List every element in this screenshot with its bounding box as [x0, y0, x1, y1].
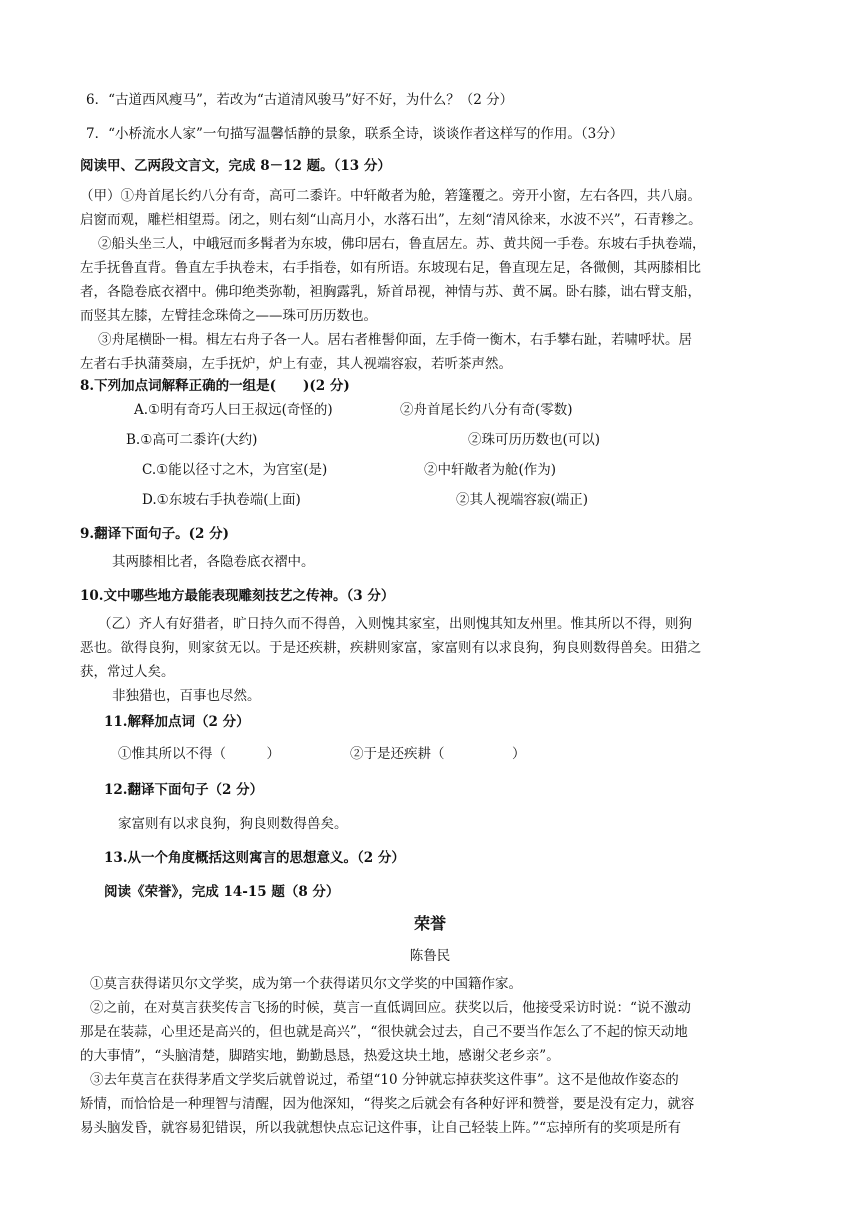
article-author: 陈鲁民: [409, 948, 451, 964]
passage-line: 恶也。欲得良狗，则家贫无以。于是还疾耕，疾耕则家富，家富则有以求良狗，狗良则数得兽矣。田猎之: [80, 640, 701, 656]
passage-line: （乙）齐人有好猎者，旷日持久而不得兽，入则愧其家室，出则愧其知友州里。惟其所以不得，则狗: [98, 616, 692, 632]
option-d-1: D.①东坡右手执卷端(上面): [142, 492, 301, 508]
option-a-2: ②舟首尾长约八分有奇(零数): [400, 402, 573, 418]
option-c-1: C.①能以径寸之木，为宫室(是): [142, 462, 328, 478]
passage-line: 获，常过人矣。: [80, 664, 175, 680]
reading-header-article: 阅读《荣誉》，完成 14-15 题（8 分）: [104, 884, 340, 900]
passage-line: 启窗而观，雕栏相望焉。闭之，则右刻“山高月小，水落石出”，左刻“清风徐来，水波不兴”，石青糁之。: [80, 212, 702, 228]
question-9-sentence: 其两膝相比者，各隐卷底衣褶中。: [112, 554, 315, 570]
article-title: 荣誉: [413, 914, 446, 933]
question-12-stem: 12.翻译下面句子（2 分）: [104, 782, 264, 798]
question-12-sentence: 家富则有以求良狗，狗良则数得兽矣。: [118, 816, 348, 832]
option-d-2: ②其人视端容寂(端正): [456, 492, 589, 508]
passage-line: 而竖其左膝，左臂挂念珠倚之——珠可历历数也。: [80, 308, 377, 324]
article-line: ③去年莫言在获得茅盾文学奖后就曾说过，希望“10 分钟就忘掉获奖这件事”。这不是他故作姿态的: [90, 1072, 679, 1088]
question-13: 13.从一个角度概括这则寓言的思想意义。（2 分）: [104, 850, 405, 866]
question-10: 10.文中哪些地方最能表现雕刻技艺之传神。（3 分）: [80, 588, 395, 604]
article-line: ②之前，在对莫言获奖传言飞扬的时候，莫言一直低调回应。获奖以后，他接受采访时说：“说不激动: [90, 1000, 691, 1016]
question-7: 7．“小桥流水人家”一句描写温馨恬静的景象，联系全诗，谈谈作者这样写的作用。（3分）: [86, 126, 624, 142]
option-a-1: A.①明有奇巧人曰王叔远(奇怪的): [134, 402, 333, 418]
passage-line: 者，各隐卷底衣褶中。佛印绝类弥勒，袒胸露乳，矫首昂视，神情与苏、黄不属。卧右膝，诎右臂支船，: [80, 284, 701, 300]
article-line: 易头脑发昏，就容易犯错误，所以我就想快点忘记这件事，让自己轻装上阵。”“忘掉所有的奖项是所有: [80, 1120, 682, 1136]
passage-line: ③舟尾横卧一楫。楫左右舟子各一人。居右者椎髻仰面，左手倚一衡木，右手攀右趾，若啸呼状。居: [98, 332, 692, 348]
option-c-2: ②中轩敞者为舱(作为): [424, 462, 557, 478]
reading-header-classical: 阅读甲、乙两段文言文，完成 8－12 题。（13 分）: [80, 158, 391, 174]
passage-line: ②船头坐三人，中峨冠而多髯者为东坡，佛印居右，鲁直居左。苏、黄共阅一手卷。东坡右手执卷端，: [98, 236, 706, 252]
passage-line: 左手抚鲁直背。鲁直左手执卷末，右手指卷，如有所语。东坡现右足，鲁直现左足，各微侧，其两膝相比: [80, 260, 701, 276]
article-line: 那是在装蒜，心里还是高兴的，但也就是高兴”，“很快就会过去，自己不要当作怎么了不起的惊天动地: [80, 1024, 688, 1040]
question-11-item-1: ①惟其所以不得（ ）: [118, 746, 280, 762]
question-11-stem: 11.解释加点词（2 分）: [104, 714, 250, 730]
passage-line: 非独猎也，百事也尽然。: [112, 688, 261, 704]
option-b-2: ②珠可历历数也(可以): [468, 432, 601, 448]
article-line: 的大事情”，“头脑清楚，脚踏实地，勤勤恳恳，热爱这块土地，感谢父老乡亲”。: [80, 1048, 560, 1064]
question-8-stem: 8.下列加点词解释正确的一组是( )(2 分): [80, 378, 350, 394]
article-line: 矫情，而恰恰是一种理智与清醒，因为他深知，“得奖之后就会有各种好评和赞誉，要是没有定力，就容: [80, 1096, 695, 1112]
question-11-item-2: ②于是还疾耕（ ）: [350, 746, 526, 762]
passage-line: （甲）①舟首尾长约八分有奇，高可二黍许。中轩敞者为舱，箬篷覆之。旁开小窗，左右各四，共八扇。: [80, 188, 701, 204]
question-9-stem: 9.翻译下面句子。(2 分): [80, 526, 229, 542]
option-b-1: B.①高可二黍许(大约): [126, 432, 258, 448]
article-line: ①莫言获得诺贝尔文学奖，成为第一个获得诺贝尔文学奖的中国籍作家。: [90, 976, 522, 992]
question-6: 6．“古道西风瘦马”，若改为“古道清风骏马”好不好，为什么？（2 分）: [86, 92, 514, 108]
passage-line: 左者右手执蒲葵扇，左手抚炉，炉上有壶，其人视端容寂，若听茶声然。: [80, 356, 512, 372]
